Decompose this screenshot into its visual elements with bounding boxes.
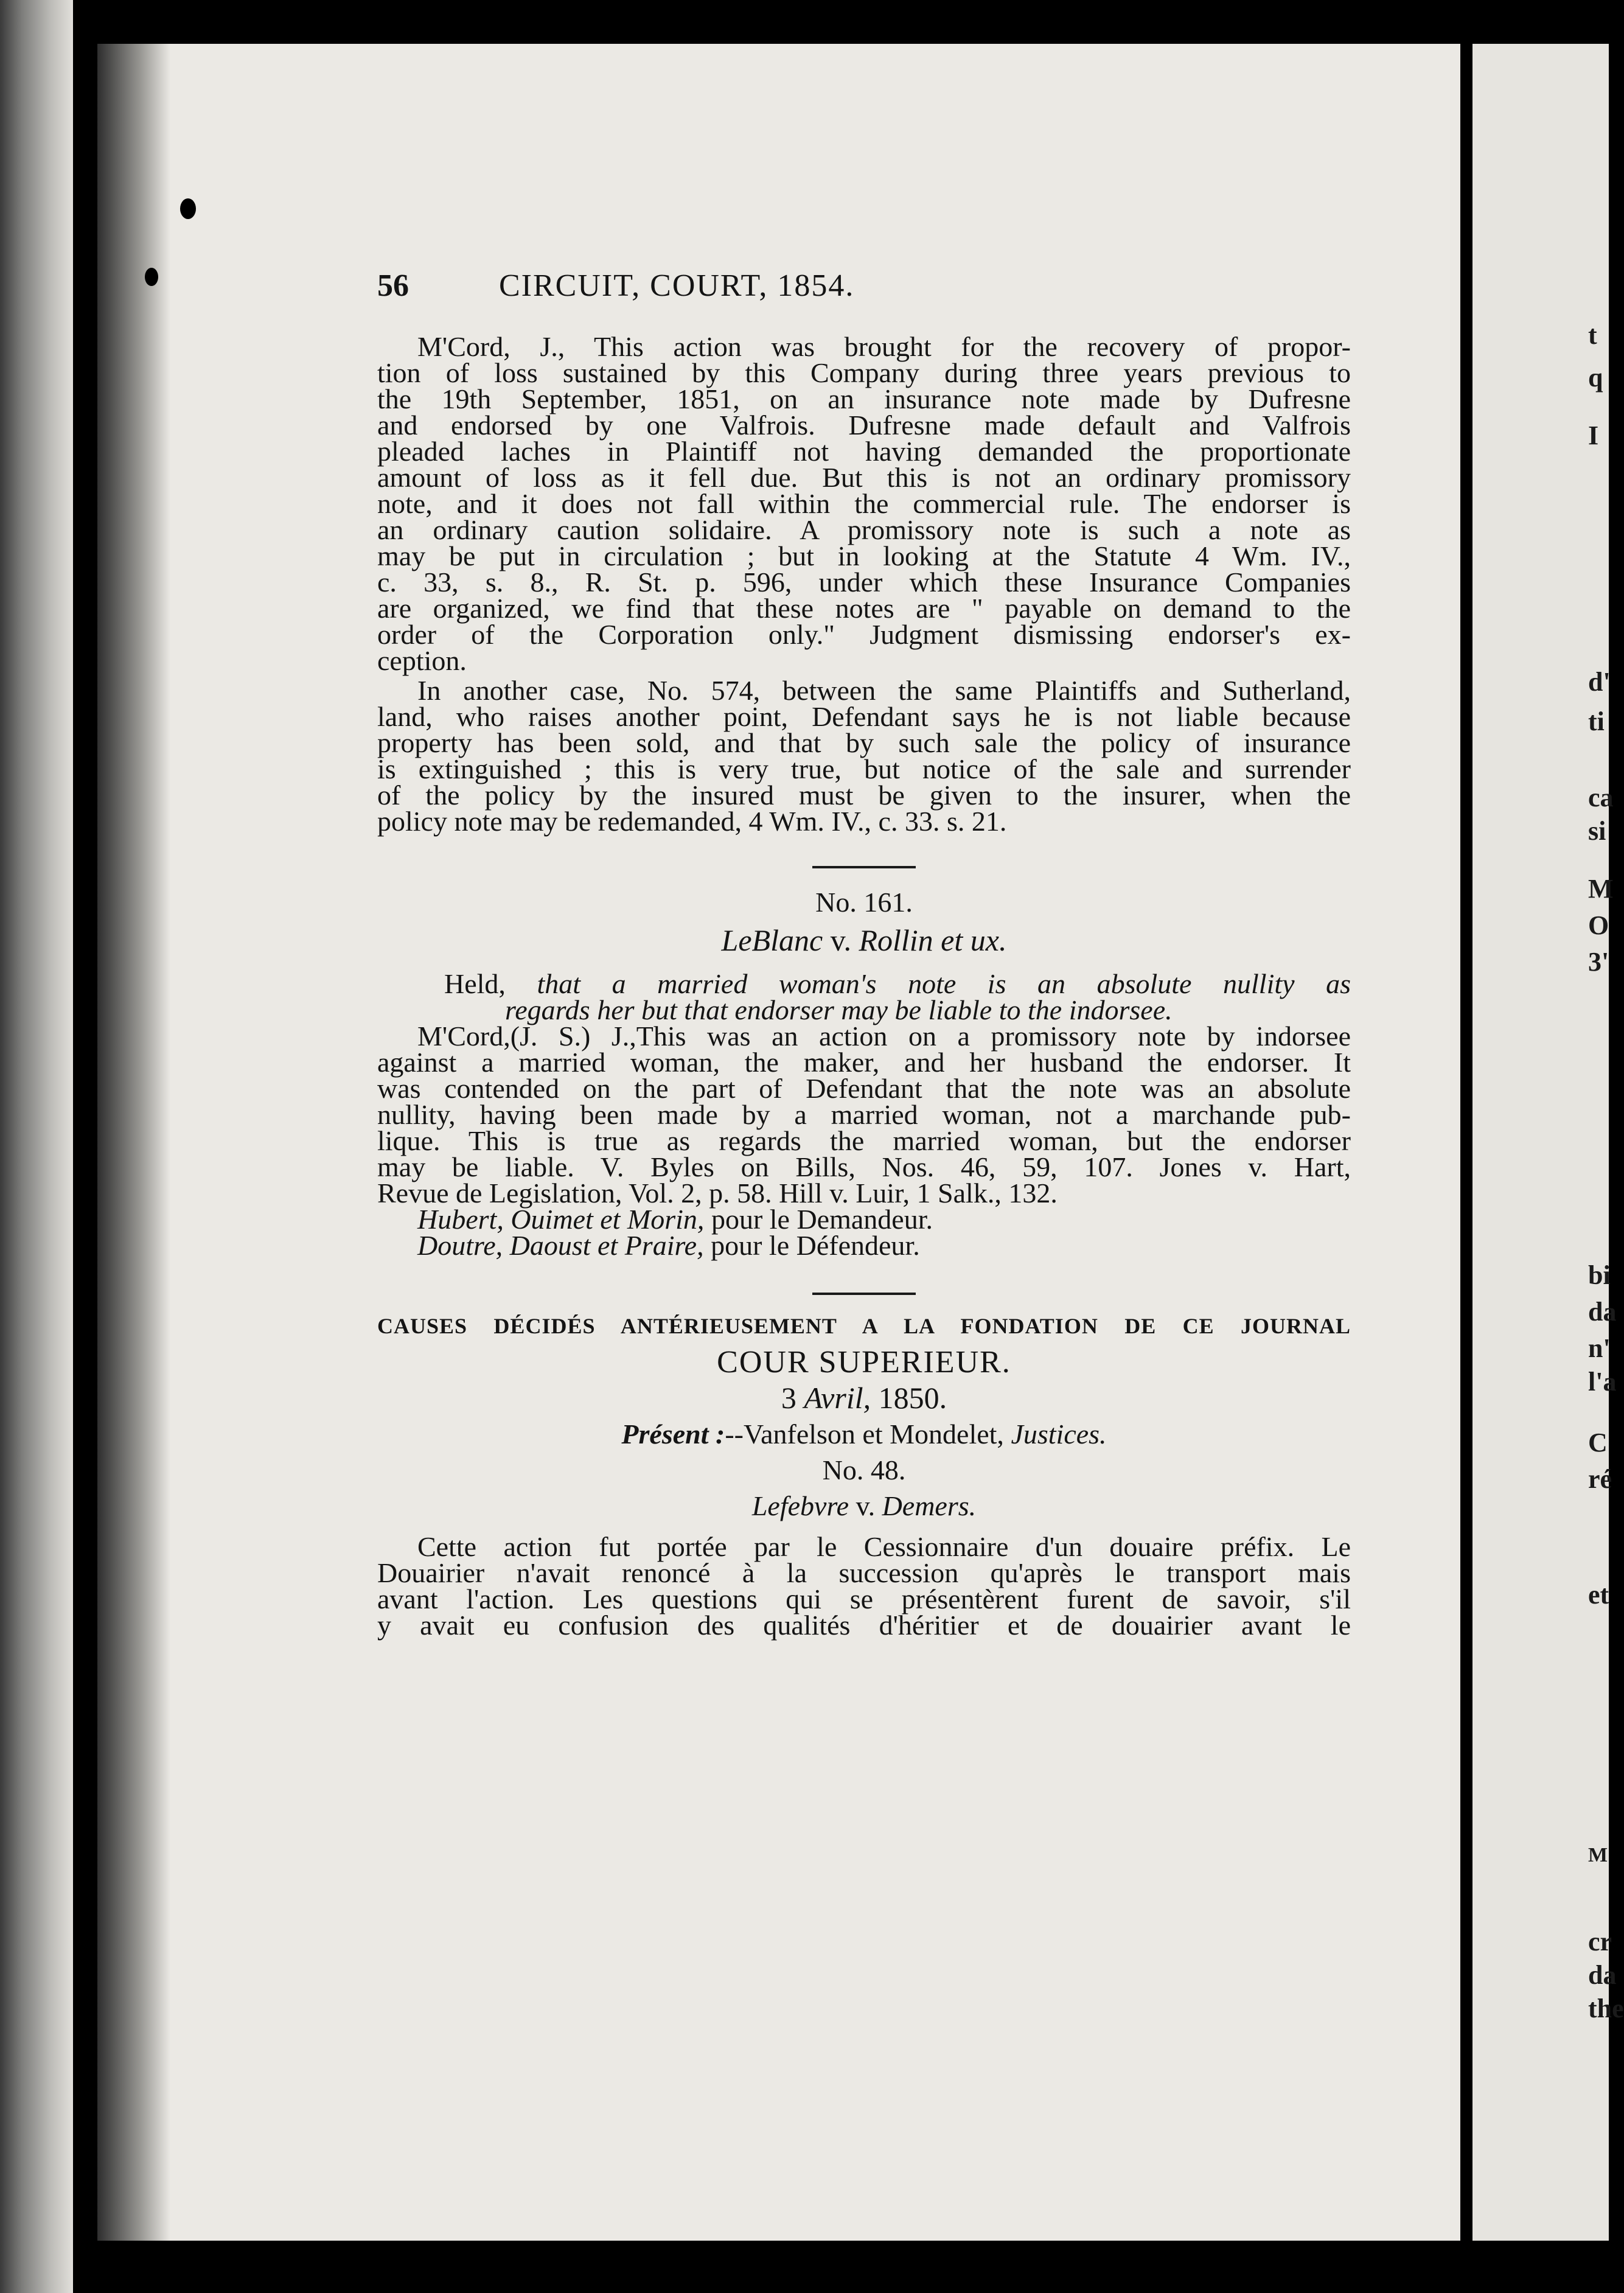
held-text: regards her but that endorser may be liable to the indorsee.: [505, 994, 1173, 1025]
text-line: land, who raises another point, Defendant says he is not liable because: [377, 701, 1351, 732]
versus: v.: [823, 923, 859, 957]
present-names: --Vanfelson et Mondelet,: [725, 1419, 1011, 1450]
present-role: Justices.: [1011, 1419, 1107, 1450]
party-plaintiff: Lefebvre: [751, 1490, 849, 1521]
text-line: of the policy by the insured must be given to the insurer, when the: [377, 780, 1351, 811]
right-page-fragment: M: [1588, 874, 1614, 904]
right-page-fragment: si: [1588, 816, 1606, 846]
text-line: is extinguished ; this is very true, but notice of the sale and surrender: [377, 753, 1351, 784]
text-line: In another case, No. 574, between the same Plaintiffs and Sutherland,: [417, 675, 1351, 706]
date-month: Avril,: [804, 1381, 871, 1415]
right-page-fragment: ca: [1588, 783, 1614, 812]
right-page-fragment: da: [1588, 1297, 1617, 1327]
counsel-role: pour le Défendeur.: [703, 1230, 920, 1261]
case-title: [377, 1490, 1351, 1521]
text-line: are organized, we find that these notes are " payable on demand to the: [377, 593, 1351, 624]
text-line: may be put in circulation ; but in looking at the Statute 4 Wm. IV.,: [377, 540, 1351, 571]
present-line: [377, 1419, 1351, 1450]
section-heading: CAUSES DÉCIDÉS ANTÉRIEUSEMENT A LA FONDATION DE CE JOURNAL: [377, 1314, 1351, 1338]
text-line: policy note may be redemanded, 4 Wm. IV., c. 33. s. 21.: [377, 806, 1007, 837]
held-line: [377, 994, 1351, 1025]
right-page-fragment: cr: [1588, 1927, 1612, 1956]
counsel-defendant: [377, 1230, 1351, 1261]
text-line: tion of loss sustained by this Company during three years previous to: [377, 357, 1351, 388]
text-line: ception.: [377, 645, 467, 676]
book-spine: [0, 0, 73, 2293]
text-line: Cette action fut portée par le Cessionnaire d'un douaire préfix. Le: [417, 1531, 1351, 1562]
right-page-fragment: da: [1588, 1960, 1617, 1990]
versus: v.: [849, 1490, 882, 1521]
text-line: M'Cord,(J. S.) J.,This was an action on a promissory note by indorsee: [417, 1021, 1351, 1052]
text-line: c. 33, s. 8., R. St. p. 596, under which these Insurance Companies: [377, 567, 1351, 598]
text-line: may be liable. V. Byles on Bills, Nos. 46, 59, 107. Jones v. Hart,: [377, 1151, 1351, 1182]
text-line: an ordinary caution solidaire. A promissory note is such a note as: [377, 514, 1351, 545]
text-line: the 19th September, 1851, on an insurance note made by Dufresne: [377, 383, 1351, 414]
scan-speck: [180, 198, 196, 219]
text-line: amount of loss as it fell due. But this is not an ordinary promissory: [377, 462, 1351, 493]
case-number: No. 161.: [815, 887, 913, 918]
scan-speck: [145, 268, 158, 286]
counsel-names: Hubert, Ouimet et Morin,: [417, 1204, 705, 1235]
right-page-fragment: et: [1588, 1580, 1609, 1610]
page-header: [377, 268, 1351, 302]
right-page-fragment: t: [1588, 320, 1597, 350]
party-defendant: Rollin et ux.: [859, 923, 1007, 957]
decision-date: [377, 1381, 1351, 1415]
party-plaintiff: LeBlanc: [721, 923, 823, 957]
text-line: against a married woman, the maker, and her husband the endorser. It: [377, 1047, 1351, 1078]
held-text: that a married woman's note is an absolute nullity as: [505, 968, 1351, 999]
right-page-fragment: d': [1588, 667, 1611, 697]
text-line: was contended on the part of Defendant that the note was an absolute: [377, 1073, 1351, 1104]
right-page-fragment: M: [1588, 1844, 1608, 1866]
right-page-fragment: n': [1588, 1333, 1611, 1363]
right-page-fragment: C: [1588, 1428, 1608, 1457]
present-label: Présent :: [621, 1419, 725, 1450]
right-page-fragment: 3': [1588, 947, 1609, 977]
right-page-fragment: l'a: [1588, 1367, 1617, 1397]
text-line: nullity, having been made by a married woman, not a marchande pub-: [377, 1099, 1351, 1130]
right-page-fragment: ré: [1588, 1464, 1612, 1494]
text-line: Revue de Legislation, Vol. 2, p. 58. Hill v. Luir, 1 Salk., 132.: [377, 1178, 1058, 1209]
text-line: order of the Corporation only." Judgment dismissing endorser's ex-: [377, 619, 1351, 650]
page-number: 56: [377, 268, 409, 303]
text-line: M'Cord, J., This action was brought for the recovery of propor-: [417, 331, 1351, 362]
held-label: Held,: [444, 968, 506, 999]
held-line: [377, 968, 1351, 999]
running-head: CIRCUIT, COURT, 1854.: [499, 268, 855, 303]
date-year: 1850.: [871, 1381, 947, 1415]
right-page-fragment: q: [1588, 363, 1603, 393]
text-line: and endorsed by one Valfrois. Dufresne made default and Valfrois: [377, 410, 1351, 441]
text-line: pleaded laches in Plaintiff not having demanded the proportionate: [377, 436, 1351, 467]
right-page-fragment: O: [1588, 910, 1609, 940]
text-line: property has been sold, and that by such sale the policy of insurance: [377, 727, 1351, 758]
case-number: No. 48.: [822, 1454, 906, 1485]
counsel-names: Doutre, Daoust et Praire,: [417, 1230, 704, 1261]
case-1-paragraph: [377, 333, 1351, 674]
case-1-second-paragraph: [377, 675, 1351, 837]
text-line: note, and it does not fall within the commercial rule. The endorser is: [377, 488, 1351, 519]
text-line: lique. This is true as regards the married woman, but the endorser: [377, 1125, 1351, 1156]
date-day: 3: [781, 1381, 804, 1415]
text-line: y avait eu confusion des qualités d'héritier et de douairier avant le: [377, 1610, 1351, 1641]
right-page-fragment: bi: [1588, 1260, 1611, 1290]
case-title: [377, 923, 1351, 957]
text-line: Douairier n'avait renoncé à la succession qu'après le transport mais: [377, 1557, 1351, 1588]
text-line: avant l'action. Les questions qui se présentèrent furent de savoir, s'il: [377, 1583, 1351, 1614]
right-page-fragment: I: [1588, 421, 1599, 450]
right-page-fragment: ti: [1588, 707, 1605, 736]
counsel-role: pour le Demandeur.: [704, 1204, 933, 1235]
right-page-fragment: the: [1588, 1994, 1624, 2023]
counsel-plaintiff: [377, 1204, 1351, 1235]
party-defendant: Demers.: [882, 1490, 977, 1521]
page-body: [377, 331, 1351, 1641]
court-name: COUR SUPERIEUR.: [717, 1345, 1011, 1380]
